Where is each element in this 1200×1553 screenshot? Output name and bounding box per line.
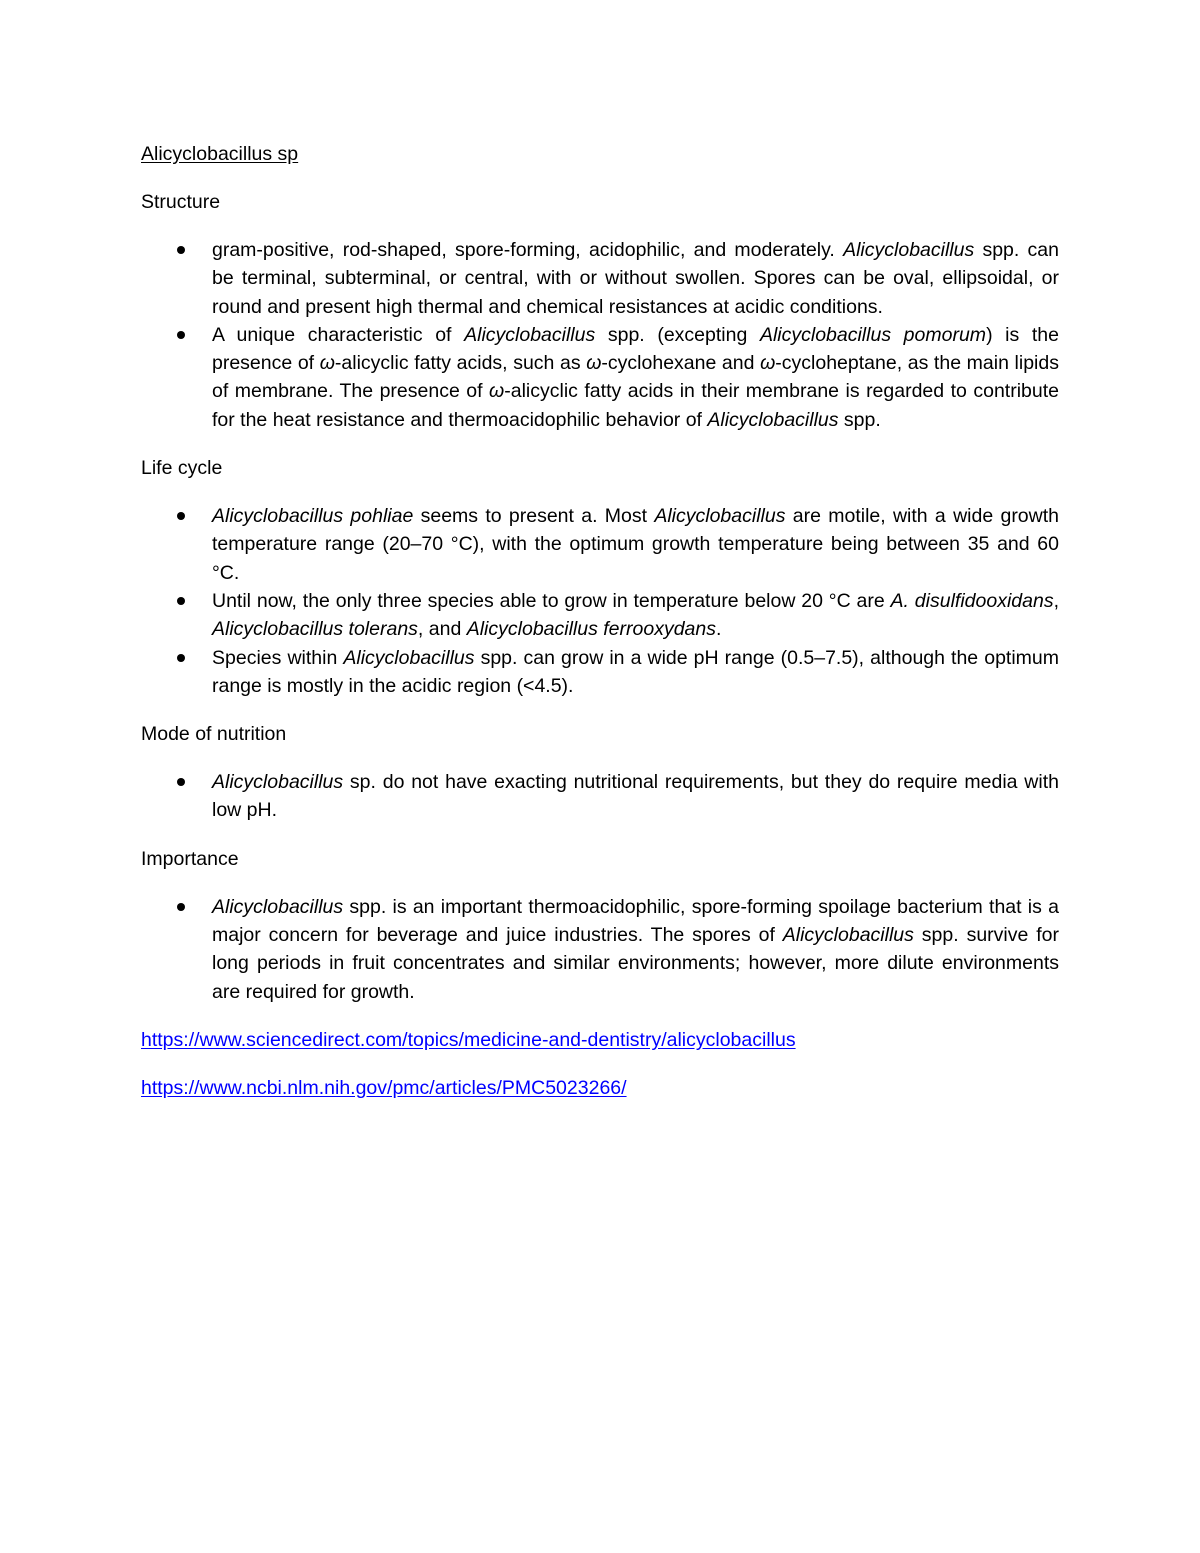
italic-text: Alicyclobacillus (843, 239, 975, 261)
text-run: , (1053, 589, 1059, 612)
item-text (212, 590, 1059, 640)
section-heading: Mode of nutrition (141, 723, 287, 746)
text-run: spp. (838, 408, 881, 431)
italic-text: Alicyclobacillus (464, 323, 596, 346)
section-life-cycle (141, 454, 1059, 700)
document-title: Alicyclobacillus sp (141, 143, 299, 165)
text-run: -alicyclic fatty acids, such as (334, 352, 587, 375)
italic-text: Alicyclobacillus pohliae (212, 505, 414, 528)
list-item (141, 502, 1059, 587)
item-text (212, 771, 1059, 821)
text-run: rod-shaped, spore-forming, acidophilic, and moderately. (334, 239, 844, 261)
italic-text: Alicyclobacillus tolerans (212, 618, 418, 641)
bullet-icon (177, 778, 185, 786)
item-text (212, 324, 1059, 431)
bullet-icon (177, 246, 185, 254)
document-body (141, 140, 1059, 1122)
italic-text: ω (586, 352, 602, 375)
text-run: Species within (212, 646, 344, 669)
bullet-icon (177, 597, 185, 605)
list-item (141, 644, 1059, 701)
reference-link-sciencedirect[interactable]: https://www.sciencedirect.com/topics/medicine-and-dentistry/alicyclobacillus (141, 1028, 796, 1051)
text-run: A unique characteristic of (212, 323, 465, 346)
section-mode-of-nutrition (141, 720, 1059, 825)
italic-text: ω (489, 380, 505, 403)
item-text (212, 647, 1059, 697)
bullet-list (141, 893, 1059, 1006)
item-text (212, 896, 1059, 1003)
italic-text: Alicyclobacillus pomorum (759, 323, 987, 346)
text-run: Until now, the only three species able to grow in temperature below 20 °C are (212, 589, 891, 612)
italic-text: Alicyclobacillus (212, 895, 344, 918)
italic-text: Alicyclobacillus (782, 924, 914, 947)
section-structure (141, 188, 1059, 434)
text-run: seems to present a. Most (413, 505, 655, 528)
text-run: spp. (excepting (595, 323, 760, 346)
text-run: are motile, with a wide growth temperature range (20–70 °C), with the optimum growth temperature being between 35 and 60 °C. (212, 505, 1059, 584)
text-run: ) is the presence of (212, 323, 1059, 375)
text-run: gram-positive, (212, 239, 335, 261)
text-run: , and (417, 618, 467, 641)
bullet-icon (177, 903, 185, 911)
section-heading: Structure (141, 191, 221, 213)
section-heading: Importance (141, 847, 239, 870)
text-run: -alicyclic fatty acids in their membrane is regarded to contribute for the heat resistance and thermoacidophilic behavior of (212, 380, 1059, 431)
text-run: . (716, 618, 722, 641)
list-item (141, 236, 1059, 321)
text-run: -cyclohexane and (601, 352, 761, 375)
italic-text: Alicyclobacillus (343, 646, 475, 669)
bullet-list (141, 502, 1059, 700)
list-item (141, 893, 1059, 1006)
list-item (141, 768, 1059, 825)
section-heading: Life cycle (141, 457, 223, 480)
text-run: -cycloheptane, as the main lipids of membrane. The presence of (212, 352, 1059, 403)
italic-text: Alicyclobacillus ferrooxydans (466, 618, 716, 641)
text-run: spp. survive for long periods in fruit concentrates and similar environments; however, more dilute environments are required for growth. (212, 924, 1059, 1003)
text-run: spp. can be terminal, subterminal, or central, with or without swollen. Spores can be oval, ellipsoidal, or round and present high thermal and chemical resistances at acidic conditions. (212, 239, 1059, 318)
italic-text: Alicyclobacillus (654, 505, 786, 528)
text-run: spp. can grow in a wide pH range (0.5–7.5), although the optimum range is mostly in the acidic region (<4.5). (212, 646, 1059, 697)
bullet-icon (177, 331, 185, 339)
reference-link-ncbi[interactable]: https://www.ncbi.nlm.nih.gov/pmc/articles/PMC5023266/ (141, 1076, 627, 1099)
italic-text: ω (760, 352, 776, 375)
item-text (212, 505, 1059, 584)
bullet-list (141, 768, 1059, 825)
italic-text: ω (319, 352, 335, 375)
list-item (141, 587, 1059, 644)
bullet-icon (177, 512, 185, 520)
item-text (212, 239, 1059, 318)
text-run: sp. do not have exacting nutritional requirements, but they do require media with low pH. (212, 771, 1059, 822)
italic-text: Alicyclobacillus (212, 771, 344, 794)
italic-text: A. disulfidooxidans (890, 589, 1054, 612)
bullet-list (141, 236, 1059, 434)
list-item (141, 321, 1059, 434)
italic-text: Alicyclobacillus (707, 408, 839, 431)
text-run: spp. is an important thermoacidophilic, spore-forming spoilage bacterium that is a major concern for beverage and juice industries. The spores of (212, 895, 1059, 947)
section-importance (141, 845, 1059, 1006)
bullet-icon (177, 654, 185, 662)
